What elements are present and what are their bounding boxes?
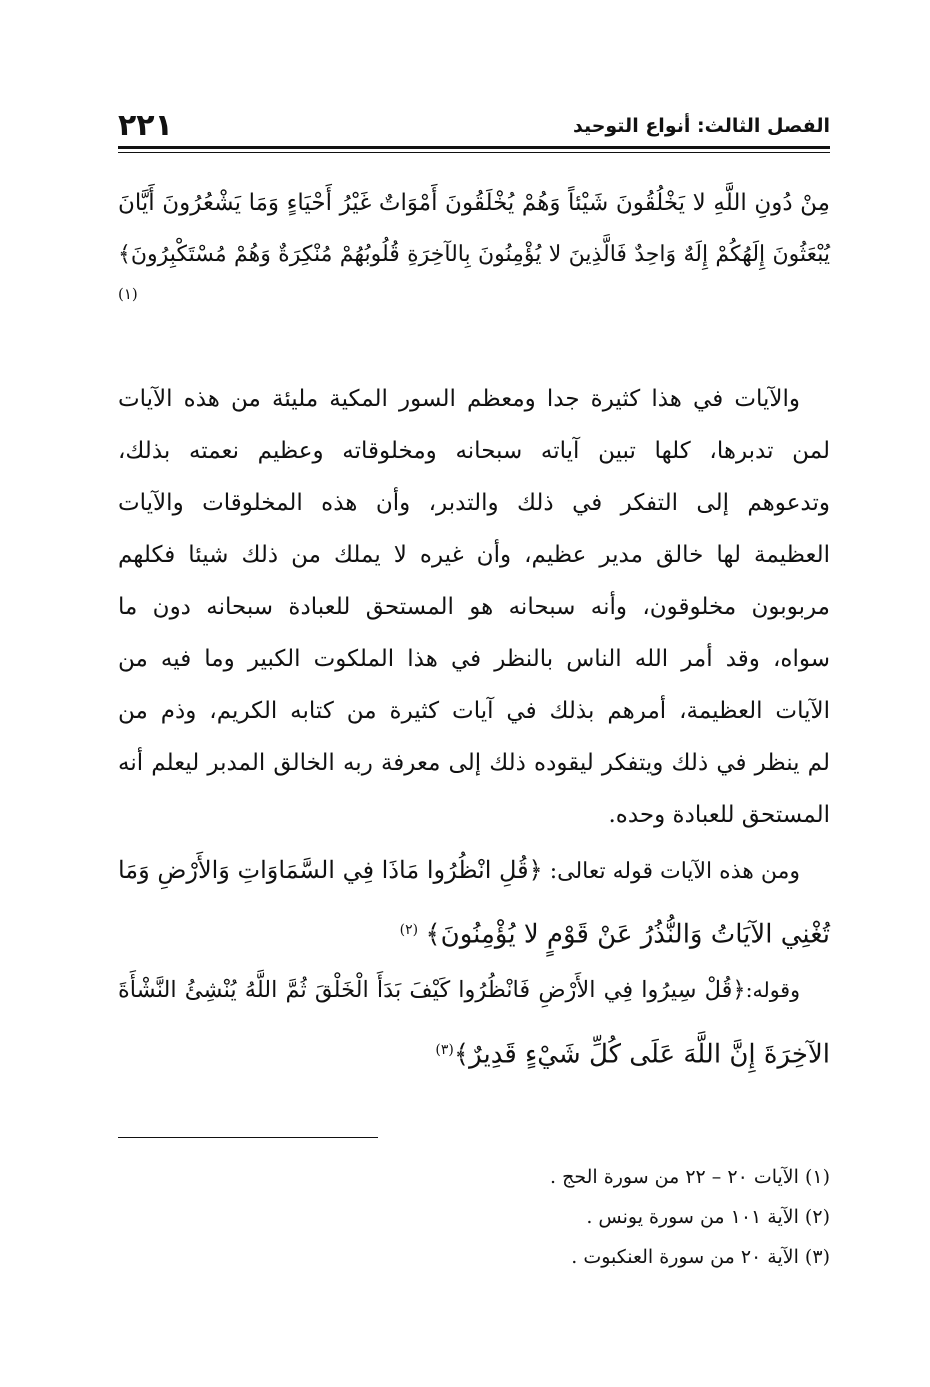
- quote-line: [118, 960, 830, 1020]
- footnote-item: (٣) الآية ٢٠ من سورة العنكبوت .: [571, 1246, 830, 1268]
- quoted-verses: [118, 840, 830, 1080]
- verse-line: يُبْعَثُونَ إِلَهُكُمْ إِلَهٌ وَاحِدٌ فَالَّذِينَ لا يُؤْمِنُونَ بِالآخِرَةِ قُلُوبُهُمْ مُنْكِرَةٌ وَهُمْ مُسْتَكْبِرُونَ﴾: [118, 242, 830, 267]
- footnote-item: (١) الآيات ٢٠ – ٢٢ من سورة الحج .: [550, 1166, 830, 1188]
- footnote-item: (٢) الآية ١٠١ من سورة يونس .: [586, 1206, 830, 1228]
- quran-quote: ﴿قُلْ سِيرُوا فِي الأَرْضِ فَانْظُرُوا كَيْفَ بَدَأَ الْخَلْقَ ثُمَّ اللَّهُ يُنْشِئُ النَّشْأَةَ: [118, 977, 746, 1003]
- quote-line: [118, 1020, 830, 1080]
- verse-line: مِنْ دُونِ اللَّهِ لا يَخْلُقُونَ شَيْئاً وَهُمْ يُخْلَقُونَ أَمْوَاتٌ غَيْرُ أَحْيَاءٍ وَمَا يَشْعُرُونَ أَيَّانَ: [118, 190, 830, 216]
- footnote-separator: [118, 1137, 378, 1138]
- body-paragraph: [118, 373, 830, 841]
- paragraph-line: والآيات في هذا كثيرة جدا ومعظم السور المكية مليئة من هذه الآيات: [118, 386, 800, 412]
- paragraph-line: وتدعوهم إلى التفكر في ذلك والتدبر، وأن هذه المخلوقات والآيات: [118, 490, 830, 516]
- footnote-ref-2: (٢): [399, 922, 419, 938]
- paragraph-line: سواه، وقد أمر الله الناس بالنظر في هذا الملكوت الكبير وما فيه من: [118, 646, 830, 672]
- paragraph-line: العظيمة لها خالق مدير عظيم، وأن غيره لا يملك من ذلك شيئا فكلهم: [118, 542, 830, 568]
- footnote-ref-3: (٣): [435, 1042, 454, 1058]
- paragraph-line: لم ينظر في ذلك ويتفكر ليقوده ذلك إلى معرفة ربه الخالق المدبر ليعلم أنه: [118, 750, 830, 776]
- quran-quote: الآخِرَةَ إِنَّ اللَّهَ عَلَى كُلِّ شَيْءٍ قَدِيرٌ﴾: [453, 1039, 830, 1070]
- chapter-title: الفصل الثالث: أنواع التوحيد: [572, 115, 830, 137]
- quran-quote: ﴿قُلِ انْظُرُوا مَاذَا فِي السَّمَاوَاتِ وَالأَرْضِ وَمَا: [117, 856, 543, 884]
- quote-intro: ومن هذه الآيات قوله تعالى:: [549, 859, 800, 884]
- quote-line: [118, 900, 830, 960]
- paragraph-line: لمن تدبرها، كلها تبين آياته سبحانه ومخلوقاته وعظيم نعمته بذلك،: [118, 438, 830, 464]
- quote-intro: وقوله:: [745, 978, 800, 1002]
- quran-verse-block: [118, 177, 830, 307]
- header-rule-thick: [118, 146, 830, 149]
- book-page: [117, 105, 830, 1268]
- verse-footnote-ref: [118, 281, 830, 307]
- page-header: [118, 105, 830, 145]
- header-rule-thin: [118, 152, 830, 153]
- quran-quote: تُغْنِي الآيَاتُ وَالنُّذُرُ عَنْ قَوْمٍ لا يُؤْمِنُونَ﴾: [425, 919, 830, 950]
- quote-line: [118, 840, 830, 900]
- footnote-ref-1: (١): [118, 285, 138, 303]
- paragraph-line: مربوبون مخلوقون، وأنه سبحانه هو المستحق للعبادة سبحانه دون ما: [118, 594, 830, 620]
- paragraph-line: الآيات العظيمة، أمرهم بذلك في آيات كثيرة من كتابه الكريم، وذم من: [118, 698, 830, 724]
- paragraph-line: المستحق للعبادة وحده.: [608, 802, 830, 828]
- page-number: ٢٢١: [118, 108, 173, 143]
- footnotes: [118, 1157, 830, 1277]
